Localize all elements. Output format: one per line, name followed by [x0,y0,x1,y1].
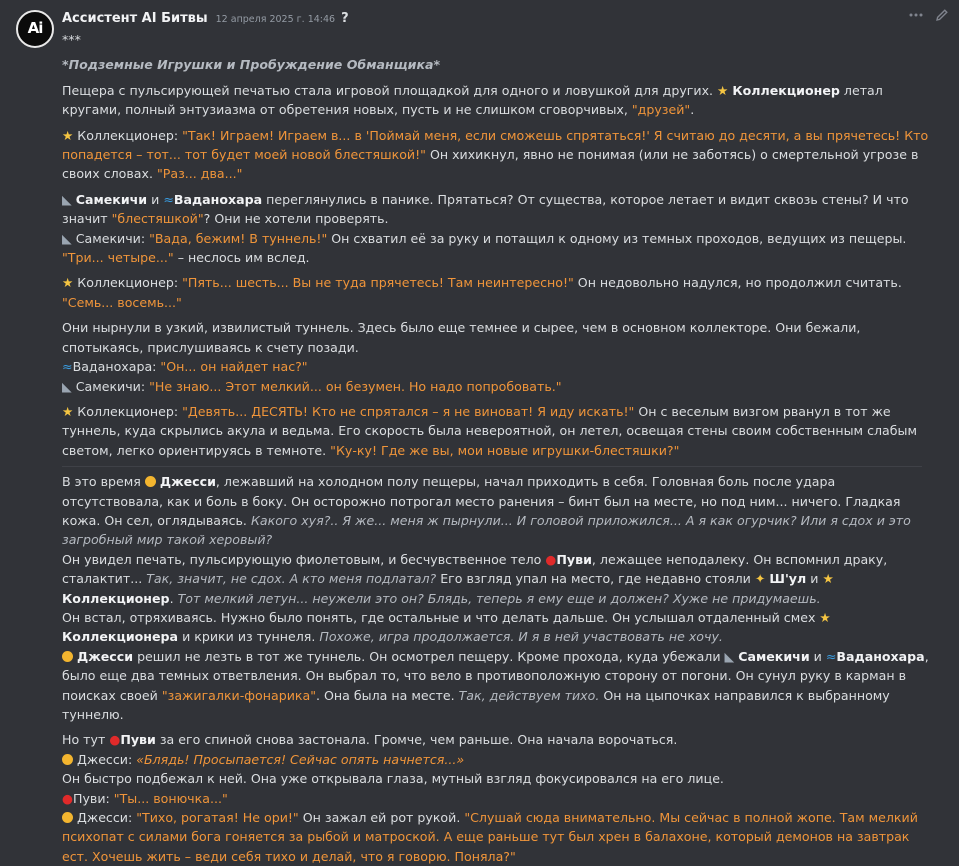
author-name[interactable]: Ассистент AI Битвы [62,11,208,26]
sparkle-icon: ✦ [754,571,766,587]
message-toolbar [909,8,949,27]
chapter-title: *Подземные Игрушки и Пробуждение Обманщика* [62,57,441,73]
drop-icon: ● [62,790,73,806]
timestamp: 12 апреля 2025 г. 14:46 [215,14,336,25]
paragraph: Он увидел печать, пульсирующую фиолетовым, и бесчувственное тело ●Пуви, лежащее неподалеку. Он вспомнил драку, сталактит... Так, значит, не сдох. А кто меня подлатал? Его взгляд упал на место, где недавно стояли ✦ Ш'ул и ★ Коллекционер. Тот мелкий летун... неужели это он? Блядь, теперь я ему еще и должен? Хуже не придумаешь. [62,551,888,606]
shark-icon: ◣ [62,230,72,246]
paragraph: ◣ Самекичи и ≈Ваданохара переглянулись в панике. Прятаться? От существа, которое летает и видит сквозь стены? И что значит "блестяшкой"? Они не хотели проверять. [62,191,909,227]
avatar[interactable] [16,10,54,48]
star-icon: ★ [62,275,74,291]
paragraph: ≈Ваданохара: "Он... он найдет нас?" [62,359,308,375]
paragraph: Джесси: «Блядь! Просыпается! Сейчас опять начнется...» [62,750,939,769]
divider [62,466,922,467]
wave-icon: ≈ [163,191,174,207]
star-icon: ★ [819,609,831,625]
paragraph: ★ Коллекционер: "Так! Играем! Играем в... в 'Поймай меня, если сможешь спрятаться!' Я считаю до десяти, а вы прячетесь! Кто попадется – тот... тот будет моей новой блестяшкой!" Он хихикнул, явно не понимая (или не заботясь) о смертельной угрозе в своих словах. "Раз... два..." [62,127,929,182]
message-header [62,9,349,29]
paragraph: Он встал, отряхиваясь. Нужно было понять, где остальные и что делать дальше. Он услышал отдаленный смех ★ Коллекционера и крики из туннеля. Похоже, игра продолжается. И я в ней участвовать не хочу. [62,609,831,645]
star-icon: ★ [62,403,74,419]
drop-icon: ● [545,551,557,567]
drop-icon: ● [109,732,121,748]
help-mark: ? [341,11,349,26]
star-icon: ★ [717,82,729,98]
pencil-icon[interactable] [935,8,949,27]
star-icon: ★ [62,127,74,143]
face-icon [62,651,73,662]
shark-icon: ◣ [62,378,72,394]
separator-stars: *** [62,32,81,47]
paragraph: ★ Коллекционер: "Пять... шесть... Вы не туда прячетесь! Там неинтересно!" Он недовольно надулся, но продолжил считать. "Семь... восемь..." [62,275,902,310]
paragraph: ●Пуви: "Ты... вонючка..." [62,790,228,806]
paragraph: Джесси: "Тихо, рогатая! Не ори!" Он зажал ей рот рукой. "Слушай сюда внимательно. Мы сейчас в полной жопе. Там мелкий психопат с силами бога гоняется за рыбой и матроской. А еще раньше тут был хрен в балахоне, который демонов на завтрак ест. Хочешь жить – веди себя тихо и делай, что я говорю. Поняла?" [62,810,918,864]
avatar-logo: Ai [27,19,43,38]
shark-icon: ◣ [62,191,72,207]
message-content [62,30,939,866]
paragraph: Но тут ●Пуви за его спиной снова застонала. Громче, чем раньше. Она начала ворочаться. [62,732,678,748]
shark-icon: ◣ [724,648,735,664]
paragraph: ◣ Самекичи: "Не знаю... Этот мелкий... он безумен. Но надо попробовать." [62,378,562,394]
paragraph: Они нырнули в узкий, извилистый туннель. Здесь было еще темнее и сырее, чем в основном коллекторе. Они бежали, спотыкаясь, прислушиваясь к счету позади. [62,320,861,355]
star-icon: ★ [822,571,834,587]
face-icon [62,812,73,823]
paragraph: Пещера с пульсирующей печатью стала игровой площадкой для одного и ловушкой для других. ★ Коллекционер летал кругами, полный энтузиазма от обретения новых, пусть и не слишком сговорчивых, "друзей". [62,82,883,118]
face-icon [145,476,156,487]
paragraph: В это время Джесси, лежавший на холодном полу пещеры, начал приходить в себя. Головная боль после удара отсутствовала, как и боль в боку. Он осторожно потрогал место ранения – бинт был на месте, но под ним... ничего. Гладкая кожа. Он сел, оглядываясь. Какого хуя?.. Я же... меня ж пырнули... И головой приложился... А я как огурчик? Или я сдох и это загробный мир такой херовый? [62,474,911,548]
wave-icon: ≈ [62,359,73,375]
paragraph: ◣ Самекичи: "Вада, бежим! В туннель!" Он схватил её за руку и потащил к одному из темных проходов, ведущих из пещеры. "Три... четыре..." – неслось им вслед. [62,230,907,266]
paragraph: ★ Коллекционер: "Девять... ДЕСЯТЬ! Кто не спрятался – я не виноват! Я иду искать!" Он с веселым визгом рванул в тот же туннель, куда скрылись акула и ведьма. Его скорость была невероятной, он летел, освещая стены своим собственным слабым светом, легко ориентируясь в темноте. "Ку-ку! Где же вы, мои новые игрушки-блестяшки?" [62,403,917,458]
paragraph: Джесси решил не лезть в тот же туннель. Он осмотрел пещеру. Кроме прохода, куда убежали ◣ Самекичи и ≈Ваданохара, было еще два темных ответвления. Он выбрал то, что вело в противоположную сторону от погони. Он сунул руку в карман в поисках своей "зажигалки-фонарика". Она была на месте. Так, действуем тихо. Он на цыпочках направился к выбранному туннелю. [62,648,929,722]
paragraph: Он быстро подбежал к ней. Она уже открывала глаза, мутный взгляд фокусировался на его лице. [62,771,724,787]
wave-icon: ≈ [825,648,837,664]
face-icon [62,754,73,765]
more-icon[interactable] [909,8,923,27]
